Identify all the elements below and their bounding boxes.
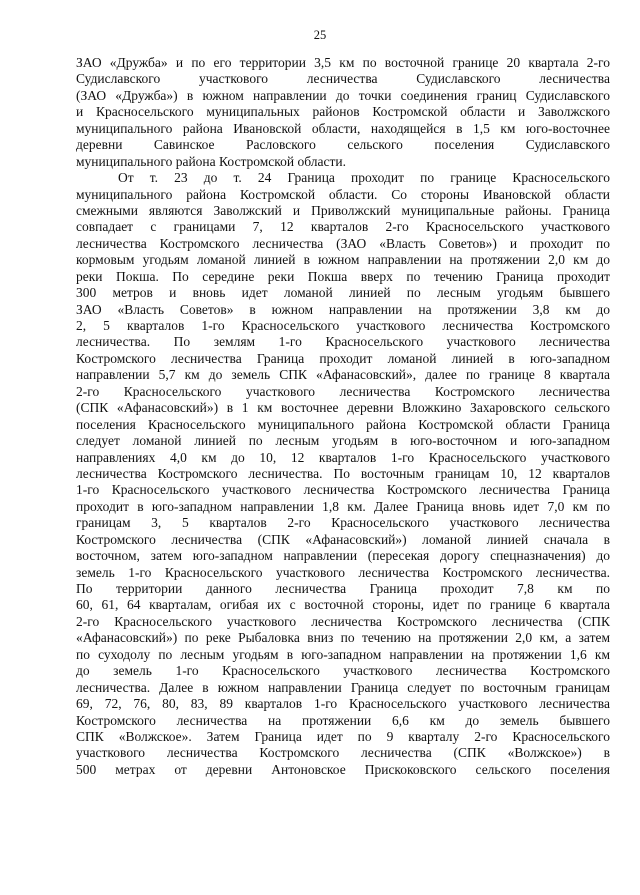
- text-line: восточном, затем юго-западном направлении (пересекая дорогу спецназначения) до: [76, 548, 610, 564]
- text-line: муниципального района Костромской области. Со стороны Ивановской области: [76, 186, 610, 202]
- text-line: поселения Красносельского муниципального района Костромской области Граница: [76, 416, 610, 432]
- text-line: и Красносельского муниципальных районов Костромской области и Заволжского: [76, 104, 610, 120]
- text-line: лесничества Костромского лесничества. По восточным границам 10, 12 кварталов: [76, 465, 610, 481]
- text-line: Костромского лесничества (СПК «Афанасовский») ломаной линией сначала в: [76, 531, 610, 547]
- text-line: Костромского лесничества Граница проходит ломаной линией в юго-западном: [76, 350, 610, 366]
- text-line: Костромского лесничества на протяжении 6,6 км до земель бывшего: [76, 712, 610, 728]
- text-line: проходит в юго-западном направлении 1,8 км. Далее Граница вновь идет 7,0 км по: [76, 498, 610, 514]
- text-line: границам 3, 5 кварталов 2-го Красносельского участкового лесничества: [76, 515, 610, 531]
- text-line: муниципального района Костромской области.: [76, 153, 347, 169]
- text-line: земель 1-го Красносельского участкового лесничества Костромского лесничества.: [76, 564, 610, 580]
- text-line: 69, 72, 76, 80, 83, 89 кварталов 1-го Красносельского участкового лесничества: [76, 696, 610, 712]
- text-line: 1-го Красносельского участкового лесничества Костромского лесничества Граница: [76, 482, 610, 498]
- text-line: направлениях 4,0 км до 10, 12 кварталов 1-го Красносельского участкового: [76, 449, 610, 465]
- text-line: совпадает с границами 7, 12 кварталов 2-го Красносельского участкового: [76, 219, 610, 235]
- page-number: 25: [313, 28, 327, 42]
- text-line: лесничества. По землям 1-го Красносельского участкового лесничества: [76, 334, 610, 350]
- text-line: кормовым угодьям ломаной линией в южном направлении на протяжении 2,0 км до: [76, 252, 610, 268]
- text-line: следует ломаной линией по лесным угодьям в юго-восточном и юго-западном: [76, 433, 610, 449]
- text-line: 2-го Красносельского участкового лесничества Костромского лесничества: [76, 383, 610, 399]
- text-line: по суходолу по лесным угодьям в юго-западном направлении на протяжении 1,6 км: [76, 646, 610, 662]
- text-line: Судиславского участкового лесничества Судиславского лесничества: [76, 71, 610, 87]
- text-line: ЗАО «Власть Советов» в южном направлении на протяжении 3,8 км до: [76, 301, 610, 317]
- text-line: «Афанасовский») по реке Рыбаловка вниз по течению на протяжении 2,0 км, а затем: [76, 630, 610, 646]
- text-line: 300 метров и вновь идет ломаной линией по лесным угодьям бывшего: [76, 285, 610, 301]
- text-line: деревни Савинское Расловского сельского поселения Судиславского: [76, 137, 610, 153]
- text-line: участкового лесничества Костромского лесничества (СПК «Волжское») в: [76, 745, 610, 761]
- text-line: (СПК «Афанасовский») в 1 км восточнее деревни Вложкино Захаровского сельского: [76, 400, 610, 416]
- text-line: реки Покша. По середине реки Покша вверх по течению Граница проходит: [76, 268, 610, 284]
- body-text: [76, 55, 610, 778]
- text-line: лесничества. Далее в южном направлении Граница следует по восточным границам: [76, 679, 610, 695]
- text-line: направлении 5,7 км до земель СПК «Афанасовский», далее по границе 8 квартала: [76, 367, 610, 383]
- text-line: муниципального района Ивановской области, находящейся в 1,5 км юго-восточнее: [76, 120, 610, 136]
- text-line: лесничества Костромского лесничества (ЗАО «Власть Советов») и проходит по: [76, 235, 610, 251]
- text-line: 2-го Красносельского участкового лесничества Костромского лесничества (СПК: [76, 613, 610, 629]
- text-line: (ЗАО «Дружба») в южном направлении до точки соединения границ Судиславского: [76, 87, 610, 103]
- text-line: По территории данного лесничества Граница проходит 7,8 км по: [76, 581, 610, 596]
- text-line: 2, 5 кварталов 1-го Красносельского участкового лесничества Костромского: [76, 318, 610, 333]
- text-line: ЗАО «Дружба» и по его территории 3,5 км по восточной границе 20 квартала 2-го: [76, 55, 610, 70]
- text-line: От т. 23 до т. 24 Граница проходит по границе Красносельского: [118, 170, 610, 186]
- text-line: до земель 1-го Красносельского участкового лесничества Костромского: [76, 663, 610, 679]
- text-line: СПК «Волжское». Затем Граница идет по 9 кварталу 2-го Красносельского: [76, 728, 610, 744]
- text-line: 60, 61, 64 кварталам, огибая их с восточной стороны, идет по границе 6 квартала: [76, 597, 610, 613]
- text-line: смежными являются Заволжский и Приволжский муниципальные районы. Граница: [76, 202, 610, 218]
- text-line: 500 метрах от деревни Антоновское Прискоковского сельского поселения: [76, 761, 610, 777]
